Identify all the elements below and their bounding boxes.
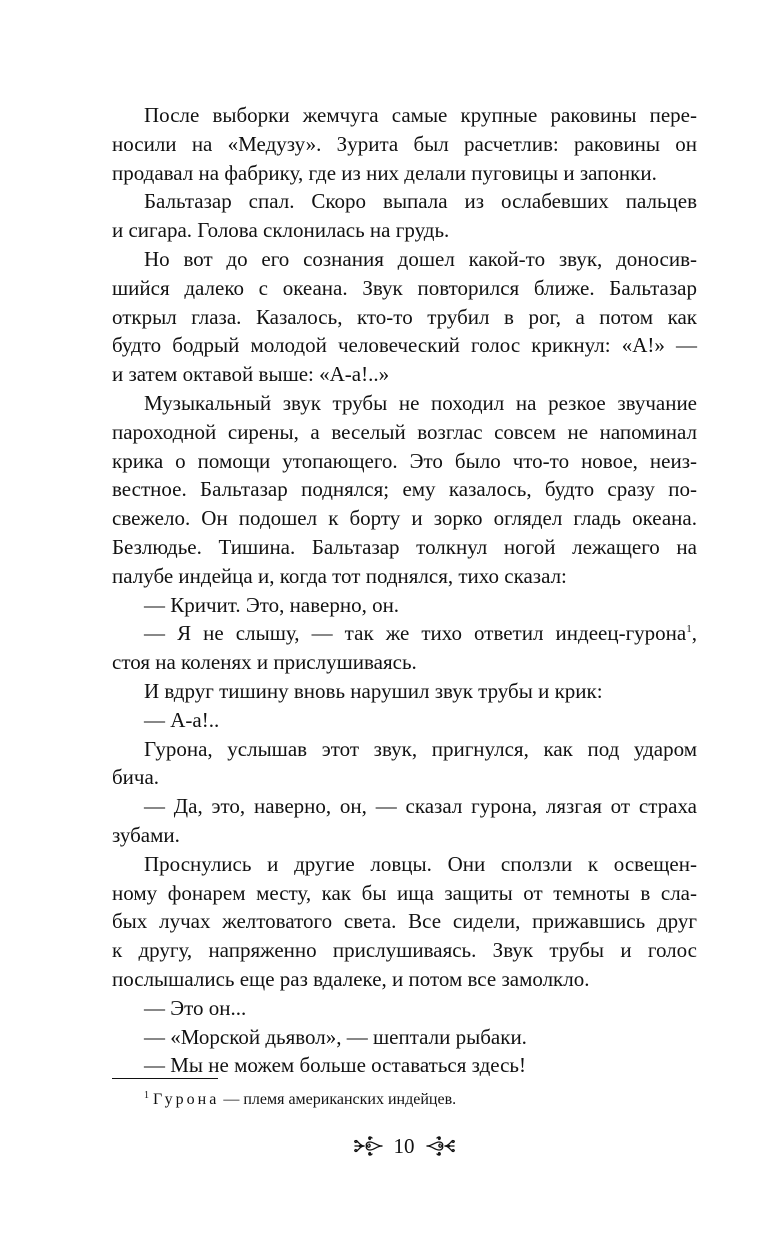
- text-line-content: — Кричит. Это, наверно, он.: [144, 592, 400, 617]
- text-line-content: — Я не слышу, — так же тихо ответил индеец-гурона: [144, 621, 687, 646]
- text-line: [112, 879, 697, 908]
- footnote-term: Гурона: [153, 1091, 220, 1108]
- text-line-content: Бальтазар спал. Скоро выпала из ослабевших пальцев: [144, 189, 697, 214]
- text-line: [112, 216, 697, 245]
- text-line: [112, 130, 697, 159]
- text-line: [112, 619, 697, 648]
- text-line: [112, 447, 697, 476]
- text-line-content: и сигара. Голова склонилась на грудь.: [112, 218, 450, 243]
- text-line: [112, 706, 697, 735]
- text-line: [112, 562, 697, 591]
- text-line-content: — Да, это, наверно, он, — сказал гурона, лязгая от страха: [144, 794, 697, 819]
- body-text: [112, 101, 697, 1080]
- text-line: [112, 389, 697, 418]
- text-line: [112, 418, 697, 447]
- text-line-content: — Мы не можем больше оставаться здесь!: [144, 1053, 526, 1078]
- text-line: [112, 360, 697, 389]
- text-line: [112, 274, 697, 303]
- text-line: [112, 245, 697, 274]
- footnote-reference: 1: [686, 623, 692, 636]
- text-line-content: продавал на фабрику, где из них делали пуговицы и запонки.: [112, 160, 657, 185]
- text-line-content: Безлюдье. Тишина. Бальтазар толкнул ногой лежащего на: [112, 534, 697, 559]
- text-line-content: пароходной сирены, а веселый возглас совсем не напоминал: [112, 419, 697, 444]
- text-line-content: крика о помощи утопающего. Это было что-то новое, неиз-: [112, 448, 697, 473]
- text-line-content: И вдруг тишину вновь нарушил звук трубы и крик:: [144, 678, 603, 703]
- text-line: [112, 1023, 697, 1052]
- text-line-content: к другу, напряженно прислушиваясь. Звук трубы и голос: [112, 938, 697, 963]
- text-line-content: свежело. Он подошел к борту и зорко оглядел гладь океана.: [112, 506, 697, 531]
- text-line-content: вестное. Бальтазар поднялся; ему казалось, будто сразу по-: [112, 477, 697, 502]
- text-line: [112, 994, 697, 1023]
- text-line: [112, 101, 697, 130]
- text-line: [112, 187, 697, 216]
- text-line-content: носили на «Медузу». Зурита был расчетлив: раковины он: [112, 131, 697, 156]
- text-line-content: бых лучах желтоватого света. Все сидели, прижавшись друг: [112, 909, 697, 934]
- footnote-marker: 1: [144, 1089, 149, 1101]
- text-line: [112, 907, 697, 936]
- text-line: [112, 821, 697, 850]
- text-line-content: — А-а!..: [144, 707, 220, 732]
- text-line-content: Музыкальный звук трубы не походил на резкое звучание: [144, 390, 697, 415]
- text-line: [112, 648, 697, 677]
- footnote: [144, 1090, 456, 1110]
- text-line: [112, 850, 697, 879]
- text-line-content: — Это он...: [144, 995, 247, 1020]
- text-line: [112, 1051, 697, 1080]
- text-line-content: послышались еще раз вдалеке, и потом все замолкло.: [112, 966, 590, 991]
- text-line: [112, 159, 697, 188]
- floral-ornament-right-icon: [423, 1133, 457, 1159]
- page-footer: [344, 1130, 464, 1162]
- text-line-content: палубе индейца и, когда тот поднялся, тихо сказал:: [112, 563, 567, 588]
- text-line-content: Проснулись и другие ловцы. Они сползли к освещен-: [144, 851, 697, 876]
- text-line-content: шийся далеко с океана. Звук повторился ближе. Бальтазар: [112, 275, 697, 300]
- page-number: 10: [393, 1133, 415, 1158]
- text-line-content: Гурона, услышав этот звук, пригнулся, как под ударом: [144, 736, 697, 761]
- text-line: [112, 504, 697, 533]
- text-line: [112, 533, 697, 562]
- text-line-content: будто бодрый молодой человеческий голос крикнул: «А!» —: [112, 333, 697, 358]
- text-line: [112, 303, 697, 332]
- text-line-content: — «Морской дьявол», — шептали рыбаки.: [144, 1024, 527, 1049]
- text-line-content: стоя на коленях и прислушиваясь.: [112, 650, 417, 675]
- text-line-content: открыл глаза. Казалось, кто-то трубил в рог, а потом как: [112, 304, 697, 329]
- footnote-divider: [112, 1078, 218, 1079]
- text-line-content: ному фонарем месту, как бы ища защиты от темноты в сла-: [112, 880, 697, 905]
- text-line-suffix: ,: [691, 621, 697, 646]
- text-line: [112, 965, 697, 994]
- text-line-content: бича.: [112, 765, 160, 790]
- text-line-content: После выборки жемчуга самые крупные раковины пере-: [144, 103, 697, 127]
- text-line: [112, 591, 697, 620]
- text-line: [112, 763, 697, 792]
- text-line-content: зубами.: [112, 822, 180, 847]
- text-line-content: и затем октавой выше: «А-а!..»: [112, 362, 390, 387]
- text-line: [112, 475, 697, 504]
- text-line: [112, 792, 697, 821]
- text-line-content: Но вот до его сознания дошел какой-то звук, доносив-: [144, 246, 697, 271]
- floral-ornament-left-icon: [352, 1133, 386, 1159]
- footnote-definition: — племя американских индейцев.: [219, 1091, 457, 1108]
- text-line: [112, 677, 697, 706]
- text-line: [112, 735, 697, 764]
- text-line: [112, 936, 697, 965]
- text-line: [112, 331, 697, 360]
